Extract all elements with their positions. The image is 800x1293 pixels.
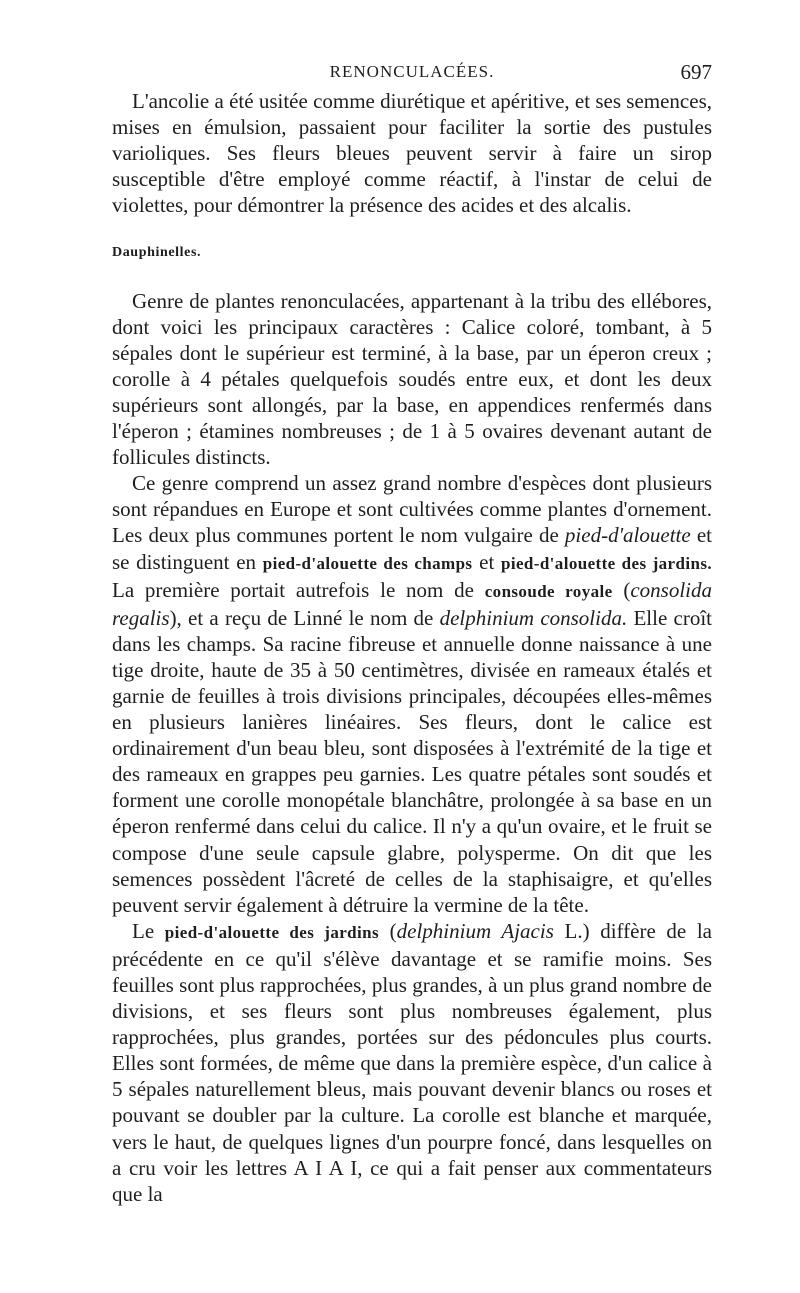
- bold-term: pied-d'alouette des jardins.: [500, 553, 712, 573]
- paragraph-ancolie: L'ancolie a été usitée comme diurétique et apéritive, et ses semences, mises en émulsion, passaient pour faciliter la sortie des pustules varioliques. Ses fleurs bleues peuvent servir à faire un sirop susceptible d'être employé comme réactif, à l'instar de celui de violettes, pour démontrer la présence des acides et des alcalis.: [112, 89, 712, 218]
- italic-term: pied-d'alouette: [564, 523, 691, 548]
- text-run: (: [612, 577, 631, 602]
- text-run: et: [472, 549, 501, 574]
- page-number: 697: [680, 60, 712, 84]
- paragraph-especes: [112, 470, 712, 918]
- paragraph-genre: Genre de plantes renonculacées, appartenant à la tribu des ellébores, dont voici les principaux caractères : Calice coloré, tombant, à 5 sépales dont le supérieur est terminé, à la base, par un éperon creux ; corolle à 4 pétales quelquefois soudés entre eux, et dont les deux supérieurs sont allongés, par la base, en appendices renfermés dans l'éperon ; étamines nombreuses ; de 1 à 5 ovaires devenant autant de follicules distincts.: [112, 288, 712, 470]
- page-body: [112, 88, 712, 1207]
- bold-term: consoude royale: [484, 581, 613, 601]
- running-title: RENONCULACÉES.: [329, 62, 495, 81]
- text-run: (: [379, 918, 397, 943]
- italic-term: delphinium Ajacis: [396, 918, 554, 943]
- text-run: Ce genre comprend un assez grand nombre d'espèces dont plusieurs sont répandues en Europe et sont cultivées comme plantes d'ornement. Les deux plus communes portent le nom vulgaire de: [112, 471, 712, 548]
- text-run: ), et a reçu de Linné le nom de: [169, 605, 440, 630]
- bold-term: pied-d'alouette des jardins: [164, 922, 380, 942]
- italic-term: consolida regalis: [112, 577, 712, 630]
- bold-term: pied-d'alouette des champs: [262, 553, 473, 573]
- text-run: Elle croît dans les champs. Sa racine fibreuse et annuelle donne naissance à une tige droite, haute de 35 à 50 centimètres, divisée en rameaux étalés et garnie de feuilles à trois divisions principales, découpées elles-mêmes en plusieurs lanières linéaires. Ses fleurs, dont le calice est ordinairement d'un beau bleu, sont disposées à l'extrémité de la tige et des rameaux en grappes peu garnies. Les quatre pétales sont soudés et forment une corolle monopétale blanchâtre, prolongée à sa base en un éperon renfermé dans celui du calice. Il n'y a qu'un ovaire, et le fruit se compose d'une seule capsule glabre, polysperme. On dit que les semences possèdent l'âcreté de celles de la staphisaigre, et qu'elles peuvent servir également à détruire la vermine de la tête.: [112, 605, 712, 917]
- text-run: et se distinguent en: [112, 523, 713, 574]
- text-run: Le: [132, 918, 165, 943]
- page-header: [112, 58, 712, 88]
- italic-term: delphinium consolida.: [439, 605, 628, 630]
- paragraph-jardins: [112, 918, 712, 1207]
- text-run: La première portait autrefois le nom de: [112, 577, 485, 602]
- section-heading: Dauphinelles.: [112, 245, 202, 261]
- text-run: L.) diffère de la précédente en ce qu'il s'élève davantage et se ramifie moins. Ses feuilles sont plus rapprochées, plus grandes, à un plus grand nombre de divisions, et ses fleurs sont plus nombreuses également, plus rapprochées, plus grandes, portées sur des pédoncules plus courts. Elles sont formées, de même que dans la première espèce, d'un calice à 5 sépales naturellement bleus, mais pouvant devenir blancs ou roses et pouvant se doubler par la culture. La corolle est blanche et marquée, vers le haut, de quelques lignes d'un pourpre foncé, dans lesquelles on a cru voir les lettres A I A I, ce qui a fait penser aux commentateurs que la: [112, 918, 712, 1206]
